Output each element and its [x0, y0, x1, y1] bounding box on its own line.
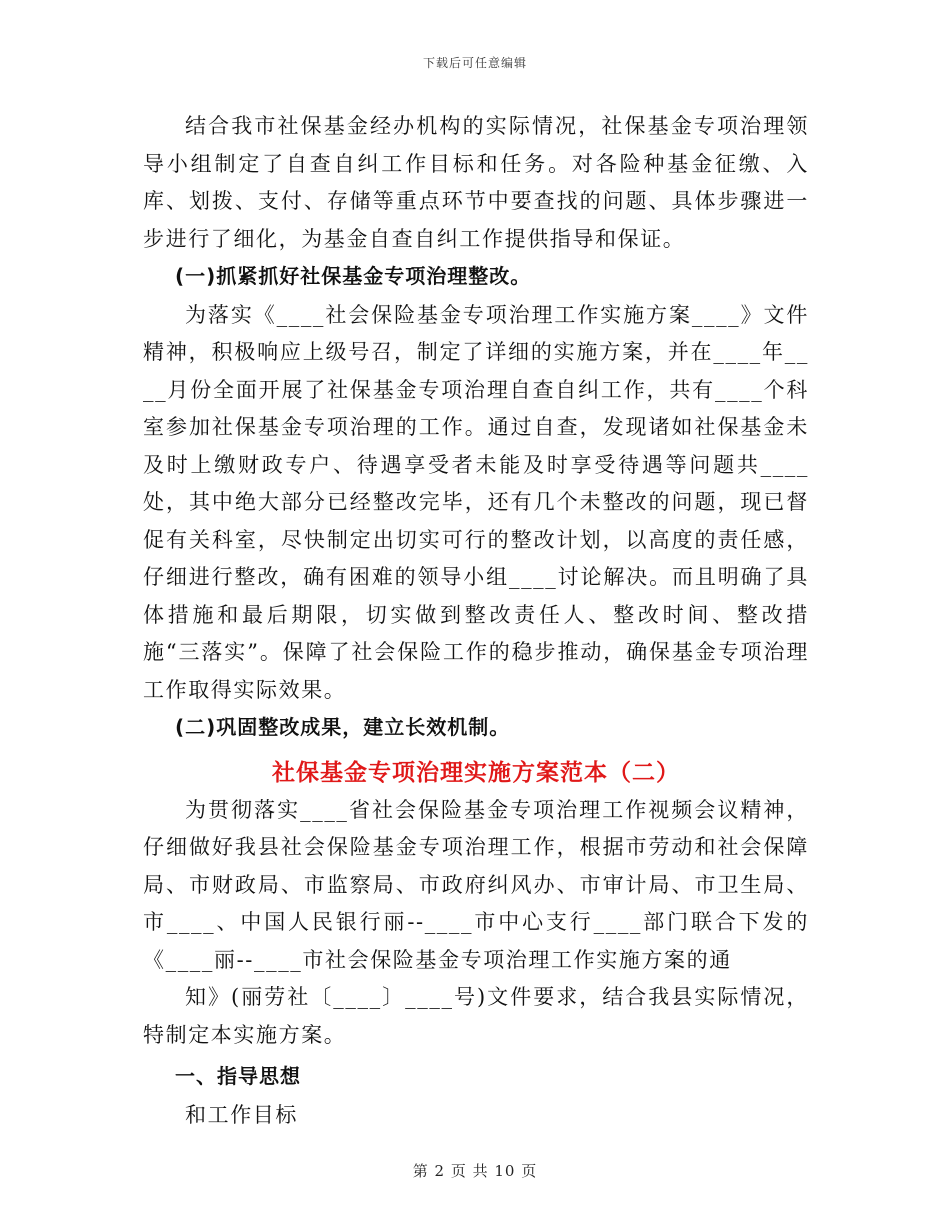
- section-heading-guiding-ideology-text: 一、指导思想: [175, 1064, 301, 1088]
- section-heading-rectification: [143, 258, 809, 297]
- document-body: [143, 108, 809, 1134]
- paragraph-self-inspection-goals: 结合我市社保基金经办机构的实际情况，社保基金专项治理领导小组制定了自查自纠工作目标和任务。对各险种基金征缴、入库、划拨、支付、存储等重点环节中要查找的问题、具体步骤进一步进行了细化，为基金自查自纠工作提供指导和保证。: [143, 114, 809, 251]
- document-title-part-two: 社保基金专项治理实施方案范本（二）: [272, 759, 680, 786]
- paragraph-implementation-plan: 为落实《____社会保险基金专项治理工作实施方案____》文件精神，积极响应上级号召，制定了详细的实施方案，并在____年____月份全面开展了社保基金专项治理自查自纠工作，共有____个科室参加社保基金专项治理的工作。通过自查，发现诸如社保基金未及时上缴财政专户、待遇享受者未能及时享受待遇等问题共____处，其中绝大部分已经整改完毕，还有几个未整改的问题，现已督促有关科室，尽快制定出切实可行的整改计划，以高度的责任感，仔细进行整改，确有困难的领导小组____讨论解决。而且明确了具体措施和最后期限，切实做到整改责任人、整改时间、整改措施“三落实”。保障了社会保险工作的稳步推动，确保基金专项治理工作取得实际效果。: [143, 302, 809, 702]
- section-heading-rectification-text: (一)抓紧抓好社保基金专项治理整改。: [175, 264, 532, 288]
- page-footer: 第 2 页 共 10 页: [412, 1162, 538, 1180]
- paragraph-notice-requirements: 知》(丽劳社〔____〕____号)文件要求，结合我县实际情况，特制定本实施方案。: [143, 985, 809, 1047]
- page-header: 下载后可任意编辑: [422, 56, 527, 70]
- section-heading-consolidate: [143, 709, 809, 748]
- section-heading-consolidate-text: (二)巩固整改成果，建立长效机制。: [175, 715, 511, 739]
- section-heading-guiding-ideology: [143, 1058, 809, 1097]
- paragraph-work-goals: 和工作目标: [185, 1102, 298, 1127]
- paragraph-implementation-basis: 为贯彻落实____省社会保险基金专项治理工作视频会议精神，仔细做好我县社会保险基金专项治理工作，根据市劳动和社会保障局、市财政局、市监察局、市政府纠风办、市审计局、市卫生局、市____、中国人民银行丽--____市中心支行____部门联合下发的《____丽--____市社会保险基金专项治理工作实施方案的通: [143, 797, 809, 972]
